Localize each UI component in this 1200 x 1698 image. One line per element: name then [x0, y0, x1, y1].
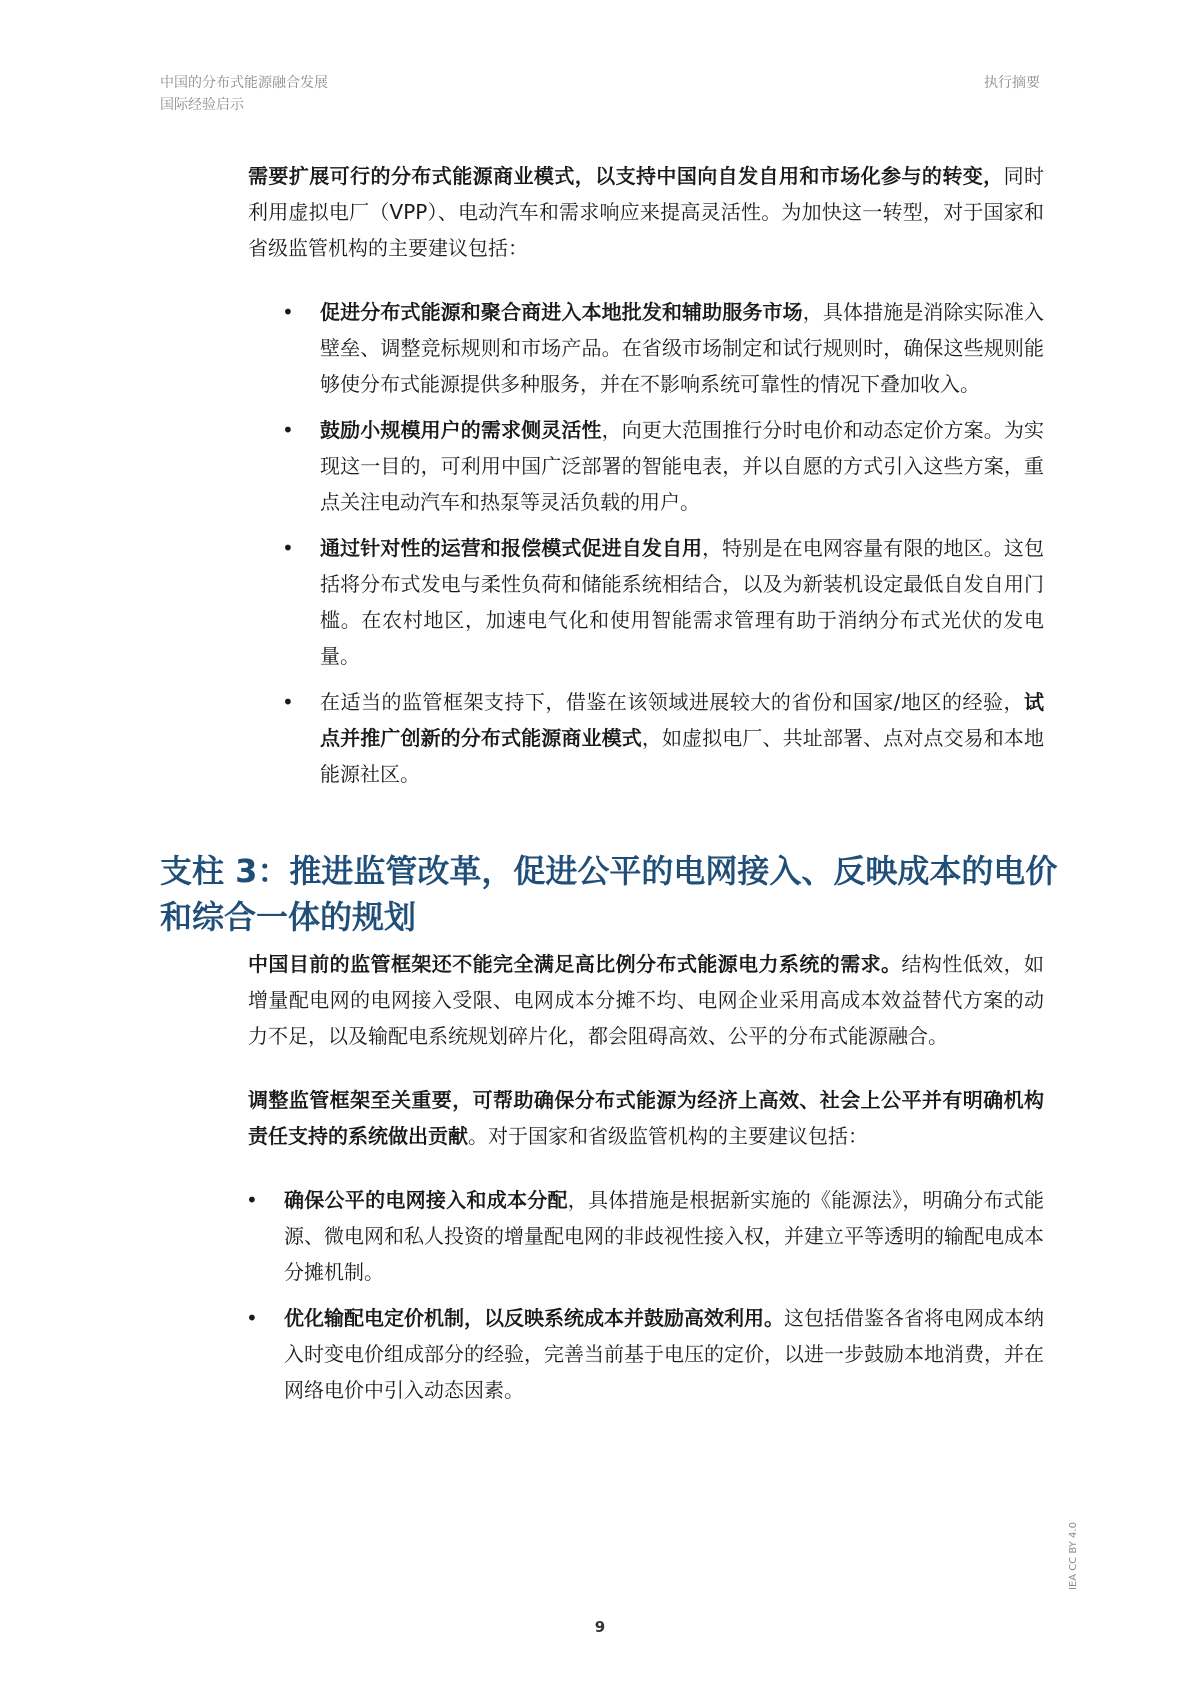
body-section-1 [248, 158, 1044, 818]
list-item [282, 684, 1044, 792]
list-item [282, 412, 1045, 520]
item-text: ，特别是在电网容量有限的地区。这包括将分布式发电与柔性负荷和储能系统相结合，以及为新装机设定最低自发自用门槛。在农村地区，加速电气化和使用智能需求管理有助于消纳分布式光伏的发电量。 [320, 536, 1045, 668]
page-number: 9 [594, 1618, 606, 1636]
paragraph [248, 946, 1044, 1054]
bullet-icon: • [246, 1188, 258, 1212]
recommendation-list-2 [248, 1182, 1044, 1408]
item-text: ，向更大范围推行分时电价和动态定价方案。为实现这一目的，可利用中国广泛部署的智能电表，并以自愿的方式引入这些方案，重点关注电动汽车和热泵等灵活负载的用户。 [320, 418, 1045, 514]
list-item [282, 530, 1045, 674]
list-item [246, 1300, 1044, 1408]
item-text: 这包括借鉴各省将电网成本纳入时变电价组成部分的经验，完善当前基于电压的定价，以进一步鼓励本地消费，并在网络电价中引入动态因素。 [284, 1306, 1044, 1402]
paragraph [248, 1082, 1044, 1154]
report-title: 中国的分布式能源融合发展 [160, 75, 328, 91]
intro-bold: 需要扩展可行的分布式能源商业模式，以支持中国向自发自用和市场化参与的转变， [248, 164, 1004, 188]
bullet-icon: • [246, 1306, 258, 1330]
license-note: IEA CC BY 4.0 [1068, 1522, 1079, 1590]
paragraph-bold: 调整监管框架至关重要，可帮助确保分布式能源为经济上高效、社会上公平并有明确机构责任支持的系统做出贡献 [248, 1088, 1044, 1148]
paragraph-bold: 中国目前的监管框架还不能完全满足高比例分布式能源电力系统的需求。 [248, 952, 902, 976]
body-section-2 [248, 946, 1044, 1434]
paragraph-text: 结构性低效，如增量配电网的电网接入受限、电网成本分摊不均、电网企业采用高成本效益替代方案的动力不足，以及输配电系统规划碎片化，都会阻碍高效、公平的分布式能源融合。 [248, 952, 1045, 1048]
item-bold: 优化输配电定价机制，以反映系统成本并鼓励高效利用。 [284, 1306, 784, 1330]
item-bold: 通过针对性的运营和报偿模式促进自发自用 [320, 536, 703, 560]
paragraph-text: 。对于国家和省级监管机构的主要建议包括： [468, 1124, 868, 1148]
intro-text: 同时利用虚拟电厂（VPP）、电动汽车和需求响应来提高灵活性。为加快这一转型，对于国家和省级监管机构的主要建议包括： [248, 164, 1045, 260]
item-text: ，具体措施是消除实际准入壁垒、调整竞标规则和市场产品。在省级市场制定和试行规则时，确保这些规则能够使分布式能源提供多种服务，并在不影响系统可靠性的情况下叠加收入。 [320, 300, 1045, 396]
list-item [246, 1182, 1045, 1290]
item-pre-text: 在适当的监管框架支持下，借鉴在该领域进展较大的省份和国家/地区的经验， [320, 690, 1024, 714]
report-subtitle: 国际经验启示 [160, 97, 244, 113]
pillar-3-heading: 支柱 3：推进监管改革，促进公平的电网接入、反映成本的电价和综合一体的规划 [160, 852, 1058, 936]
item-text: ，如虚拟电厂、共址部署、点对点交易和本地能源社区。 [320, 726, 1044, 786]
running-header [160, 72, 328, 116]
list-item [282, 294, 1045, 402]
item-text: ，具体措施是根据新实施的《能源法》，明确分布式能源、微电网和私人投资的增量配电网的非歧视性接入权，并建立平等透明的输配电成本分摊机制。 [284, 1188, 1045, 1284]
item-bold: 促进分布式能源和聚合商进入本地批发和辅助服务市场 [320, 300, 803, 324]
intro-paragraph [248, 158, 1044, 266]
bullet-icon: • [282, 690, 294, 714]
bullet-icon: • [282, 536, 294, 560]
recommendation-list-1 [248, 294, 1044, 792]
bullet-icon: • [282, 300, 294, 324]
item-bold: 试点并推广创新的分布式能源商业模式 [320, 690, 1044, 750]
item-bold: 确保公平的电网接入和成本分配 [284, 1188, 568, 1212]
bullet-icon: • [282, 418, 294, 442]
section-label: 执行摘要 [984, 75, 1040, 91]
item-bold: 鼓励小规模用户的需求侧灵活性 [320, 418, 602, 442]
